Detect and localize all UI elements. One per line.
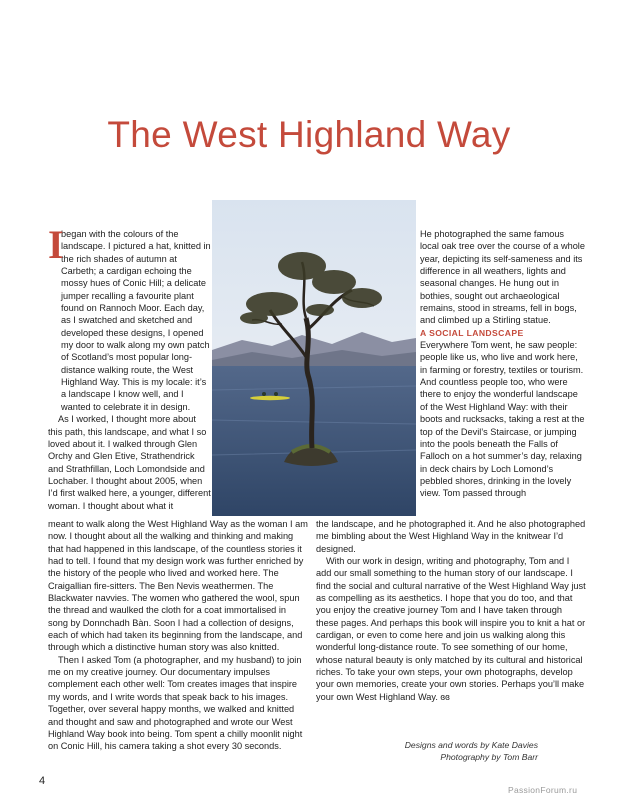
right-wide-column — [316, 518, 586, 703]
credit-designs: Designs and words by Kate Davies — [404, 740, 538, 750]
left-column — [48, 222, 212, 512]
credit-photography: Photography by Tom Barr — [440, 752, 538, 762]
left-wide-column — [48, 518, 308, 753]
right-column — [420, 228, 585, 500]
intro-paragraph: began with the colours of the landscape. I pictured a hat, knitted in the rich shades of autumn at Carbeth; a cardigan echoing the mossy hues of Conic Hill; a delicate jumper recalling a favourite plant found on Rannoch Moor. Each day, as I swatched and sketched and developed these designs, I opened my door to walk along my own patch of Scotland’s most popular long-distance walking route, the West Highland Way. This is my locale: it’s a landscape I know well, and I wanted to celebrate it in design. — [61, 229, 211, 412]
lone-tree-photo — [212, 200, 416, 516]
social-paragraph: Everywhere Tom went, he saw people: people like us, who live and work here, in farming or forestry, textiles or tourism. And countless people too, who were there to enjoy the wonderful landscape of the West Highland Way: with their boots and rucksacks, taking a rest at the top of the Devil’s Staircase, or jumping into the pools beneath the Falls of Falloch on a hot summer’s day, relaxing in deck chairs by Loch Lomond’s pebbled shores, drinking in the lovely view. Tom passed through — [420, 340, 585, 499]
history-paragraph: meant to walk along the West Highland Way as the woman I am now. I thought about all the walking and thinking and making that had happened in this landscape, of the countless stories it had to tell. I found that my design work was further enriched by the history of the people who lived and worked here. The Craigallian fire-sitters. The Ben Nevis weathermen. The Blackwater navvies. The women who gathered the wool, spun the thread and waulked the cloth for a coat immortalised in song by Donnchadh Bàn. Soon I had a collection of designs, each of which had taken its beginning from the landscape, and through which a distinctive human story was also knitted. — [48, 519, 308, 653]
watermark: PassionForum.ru — [508, 785, 578, 795]
closing-paragraph: With our work in design, writing and photography, Tom and I add our small something to the human story of our landscape. I find the social and cultural narrative of the West Highland Way just as compelling as its aesthetics. I hope that you do too, and that you enjoy the creative journey Tom and I have taken through these pages. And perhaps this book will inspire you to knit a hat or cardigan, or even to come here and join us walking along this wonderful long-distance route. To see something of our home, whose natural beauty is only matched by its cultural and historical riches. To take your own steps, your own photographs, develop your own memories, create your own stories. Perhaps you’ll make your own West Highland Way. ɞɞ — [316, 556, 586, 702]
oak-paragraph: He photographed the same famous local oak tree over the course of a whole year, depicting its self-sameness and its difference in all weathers, lights and seasonal changes. He hung out in bothies, sought out archaeological remains, stood in streams, fell in bogs, and climbed up a Stirling statue. — [420, 229, 585, 326]
worked-paragraph: As I worked, I thought more about this path, this landscape, and what I so loved about it. I walked through Glen Orchy and Glen Etive, Strathendrick and Strathfillan, Loch Lomondside and Lochaber. I thought about 2005, when I’d first walked here, a younger, different woman. I thought about what it — [48, 414, 211, 511]
tom-paragraph: Then I asked Tom (a photographer, and my husband) to join me on my creative journey. Our documentary impulses complement each other well: Tom creates images that inspire my words, and I write words that speak back to his images. Together, over several happy months, we walked and knitted and thought and saw and photographed and wrote our West Highland Way book into being. Tom spent a chilly moonlit night on Conic Hill, his camera taking a shot every 30 seconds. — [48, 654, 303, 752]
section-heading: A SOCIAL LANDSCAPE — [420, 327, 524, 338]
page-number: 4 — [39, 775, 46, 787]
knitwear-paragraph: the landscape, and he photographed it. And he also photographed me bimbling about the West Highland Way in the knitwear I’d designed. — [316, 519, 586, 554]
tree-in-loch-illustration — [212, 200, 416, 516]
page-title: The West Highland Way — [107, 114, 511, 155]
credits — [360, 739, 538, 763]
drop-cap: I — [48, 222, 64, 267]
